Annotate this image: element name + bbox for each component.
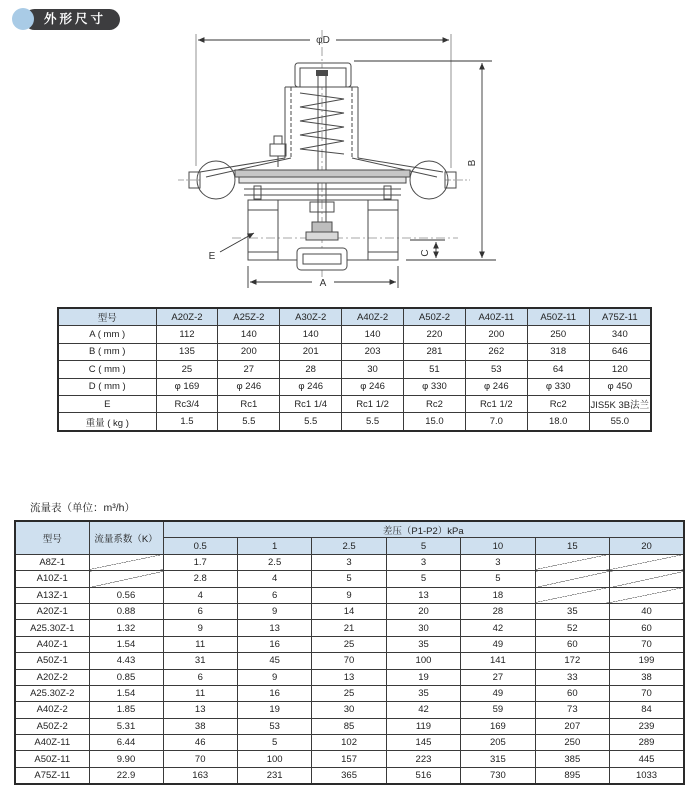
flow-value-cell: 4	[237, 571, 311, 587]
flow-value-cell: 49	[461, 636, 535, 652]
flow-model-cell: A10Z-1	[15, 571, 89, 587]
flow-value-cell: 73	[535, 702, 609, 718]
dim-value-cell: Rc1	[218, 395, 280, 412]
flow-value-cell: 70	[610, 636, 684, 652]
flow-value-cell: 516	[386, 767, 460, 784]
flow-k-cell	[89, 554, 163, 570]
flow-value-cell: 157	[312, 751, 386, 767]
dim-value-cell: 220	[404, 326, 466, 343]
flow-table-row	[15, 620, 684, 636]
flow-value-cell: 11	[163, 636, 237, 652]
section-title: 外形尺寸	[44, 12, 107, 26]
flow-value-cell: 205	[461, 735, 535, 751]
flow-model-cell: A20Z-2	[15, 669, 89, 685]
flow-value-cell: 18	[461, 587, 535, 603]
flow-value-cell: 100	[386, 653, 460, 669]
flow-value-cell: 6	[163, 669, 237, 685]
flow-header-p-2: 2.5	[312, 538, 386, 554]
flow-value-cell: 730	[461, 767, 535, 784]
dim-row-label: A ( mm )	[58, 326, 156, 343]
flow-table-row	[15, 669, 684, 685]
flow-value-cell: 21	[312, 620, 386, 636]
dim-table-row	[58, 378, 651, 395]
flow-value-cell: 60	[610, 620, 684, 636]
flow-value-cell: 3	[312, 554, 386, 570]
flow-model-cell: A25.30Z-1	[15, 620, 89, 636]
dim-header-model-3: A40Z-2	[342, 308, 404, 326]
dim-header-model: 型号	[58, 308, 156, 326]
flow-table-row	[15, 587, 684, 603]
section-title-badge	[24, 9, 120, 30]
dim-value-cell: 340	[589, 326, 651, 343]
dim-value-cell: 281	[404, 343, 466, 360]
dim-header-model-5: A40Z-11	[465, 308, 527, 326]
flow-value-cell: 4	[163, 587, 237, 603]
dim-value-cell: 15.0	[404, 413, 466, 431]
flow-model-cell: A20Z-1	[15, 603, 89, 619]
flow-value-cell: 385	[535, 751, 609, 767]
flow-k-cell	[89, 571, 163, 587]
flow-value-cell: 45	[237, 653, 311, 669]
dim-value-cell: 646	[589, 343, 651, 360]
flow-model-cell: A40Z-11	[15, 735, 89, 751]
flow-table-row	[15, 603, 684, 619]
dim-value-cell: 140	[280, 326, 342, 343]
dim-value-cell: φ 246	[465, 378, 527, 395]
dim-table-row	[58, 326, 651, 343]
dim-header-model-2: A30Z-2	[280, 308, 342, 326]
flow-value-cell: 19	[386, 669, 460, 685]
flow-value-cell: 5	[461, 571, 535, 587]
flow-table-row	[15, 751, 684, 767]
dim-value-cell: JIS5K 3B法兰	[589, 395, 651, 412]
centerline-group	[178, 30, 470, 278]
flow-table-row	[15, 735, 684, 751]
dim-header-model-1: A25Z-2	[218, 308, 280, 326]
flow-value-cell: 31	[163, 653, 237, 669]
flow-value-cell: 6	[237, 587, 311, 603]
flow-value-cell: 895	[535, 767, 609, 784]
dim-value-cell: 262	[465, 343, 527, 360]
dim-value-cell: 200	[465, 326, 527, 343]
flow-k-cell: 4.43	[89, 653, 163, 669]
flow-table-row	[15, 702, 684, 718]
flow-table	[14, 520, 685, 785]
dim-table-row	[58, 395, 651, 412]
dim-value-cell: 5.5	[218, 413, 280, 431]
flow-value-cell: 60	[535, 636, 609, 652]
dim-value-cell: 64	[527, 361, 589, 378]
flow-value-cell: 3	[461, 554, 535, 570]
flow-value-cell: 13	[386, 587, 460, 603]
dim-value-cell: φ 246	[280, 378, 342, 395]
flow-model-cell: A75Z-11	[15, 767, 89, 784]
flow-value-cell: 30	[386, 620, 460, 636]
flow-value-cell: 40	[610, 603, 684, 619]
flow-value-cell: 169	[461, 718, 535, 734]
dim-value-cell: 28	[280, 361, 342, 378]
flow-value-cell: 5	[312, 571, 386, 587]
dim-value-cell: Rc2	[404, 395, 466, 412]
flow-table-row	[15, 571, 684, 587]
dim-value-cell: 30	[342, 361, 404, 378]
flow-table-row	[15, 554, 684, 570]
flow-table-row	[15, 636, 684, 652]
flow-k-cell: 5.31	[89, 718, 163, 734]
flow-k-cell: 22.9	[89, 767, 163, 784]
dim-value-cell: 51	[404, 361, 466, 378]
flow-header-k: 流量系数（K）	[89, 521, 163, 554]
flow-value-cell: 16	[237, 636, 311, 652]
flow-value-cell: 38	[610, 669, 684, 685]
flow-value-cell: 13	[163, 702, 237, 718]
flow-value-cell: 172	[535, 653, 609, 669]
flow-value-cell	[610, 587, 684, 603]
flow-model-cell: A8Z-1	[15, 554, 89, 570]
flow-model-cell: A13Z-1	[15, 587, 89, 603]
flow-value-cell: 70	[163, 751, 237, 767]
dim-label-e: E	[208, 251, 216, 262]
flow-value-cell: 13	[237, 620, 311, 636]
flow-header-p-6: 20	[610, 538, 684, 554]
flow-model-cell: A50Z-2	[15, 718, 89, 734]
flow-value-cell: 9	[237, 669, 311, 685]
flow-value-cell: 2.5	[237, 554, 311, 570]
dim-value-cell: 18.0	[527, 413, 589, 431]
flow-value-cell: 42	[386, 702, 460, 718]
flow-value-cell: 35	[386, 685, 460, 701]
flow-value-cell: 250	[535, 735, 609, 751]
dim-row-label: B ( mm )	[58, 343, 156, 360]
dim-value-cell: 53	[465, 361, 527, 378]
dim-table-row	[58, 343, 651, 360]
flow-value-cell: 70	[610, 685, 684, 701]
flow-k-cell: 0.56	[89, 587, 163, 603]
flow-header-p-4: 10	[461, 538, 535, 554]
flow-value-cell	[535, 587, 609, 603]
flow-value-cell: 19	[237, 702, 311, 718]
flow-table-row	[15, 767, 684, 784]
flow-model-cell: A25.30Z-2	[15, 685, 89, 701]
dim-header-model-7: A75Z-11	[589, 308, 651, 326]
flow-value-cell: 145	[386, 735, 460, 751]
flow-value-cell: 3	[386, 554, 460, 570]
flow-value-cell: 5	[386, 571, 460, 587]
dim-value-cell: 5.5	[280, 413, 342, 431]
dim-value-cell: 250	[527, 326, 589, 343]
flow-value-cell: 35	[386, 636, 460, 652]
flow-k-cell: 1.32	[89, 620, 163, 636]
flow-value-cell: 14	[312, 603, 386, 619]
dim-value-cell: 55.0	[589, 413, 651, 431]
flow-value-cell: 49	[461, 685, 535, 701]
flow-table-row	[15, 718, 684, 734]
flow-value-cell: 119	[386, 718, 460, 734]
flow-header-dp: 差压（P1-P2）kPa	[163, 521, 684, 538]
dim-value-cell: φ 330	[527, 378, 589, 395]
flow-value-cell: 59	[461, 702, 535, 718]
flow-k-cell: 1.54	[89, 685, 163, 701]
dim-value-cell: φ 246	[342, 378, 404, 395]
flow-value-cell: 60	[535, 685, 609, 701]
dim-value-cell: 135	[156, 343, 218, 360]
dim-row-label: C ( mm )	[58, 361, 156, 378]
dim-label-diameter: φD	[316, 35, 330, 46]
flow-value-cell: 16	[237, 685, 311, 701]
flow-value-cell: 2.8	[163, 571, 237, 587]
flow-k-cell: 0.88	[89, 603, 163, 619]
flow-value-cell: 84	[610, 702, 684, 718]
flow-value-cell: 20	[386, 603, 460, 619]
flow-header-model: 型号	[15, 521, 89, 554]
flow-header-p-3: 5	[386, 538, 460, 554]
flow-value-cell: 199	[610, 653, 684, 669]
flow-value-cell: 42	[461, 620, 535, 636]
flow-value-cell: 9	[312, 587, 386, 603]
flow-k-cell: 0.85	[89, 669, 163, 685]
valve-outline-drawing	[140, 26, 660, 302]
dim-value-cell: Rc1 1/2	[465, 395, 527, 412]
flow-model-cell: A40Z-2	[15, 702, 89, 718]
dim-value-cell: 7.0	[465, 413, 527, 431]
flow-value-cell	[535, 571, 609, 587]
flow-model-cell: A50Z-1	[15, 653, 89, 669]
dim-table-header-row	[58, 308, 651, 326]
flow-k-cell: 6.44	[89, 735, 163, 751]
dim-label-b: B	[467, 159, 478, 167]
flow-value-cell: 5	[237, 735, 311, 751]
regulator-body-drawing	[189, 63, 456, 270]
flow-value-cell: 223	[386, 751, 460, 767]
flow-value-cell: 1.7	[163, 554, 237, 570]
flow-value-cell	[610, 571, 684, 587]
dim-value-cell: φ 169	[156, 378, 218, 395]
flow-value-cell: 239	[610, 718, 684, 734]
flow-value-cell: 85	[312, 718, 386, 734]
flow-value-cell: 1033	[610, 767, 684, 784]
flow-value-cell: 207	[535, 718, 609, 734]
flow-header-p-0: 0.5	[163, 538, 237, 554]
dim-value-cell: φ 450	[589, 378, 651, 395]
dim-value-cell: 25	[156, 361, 218, 378]
flow-value-cell: 231	[237, 767, 311, 784]
flow-value-cell	[610, 554, 684, 570]
flow-value-cell: 445	[610, 751, 684, 767]
dim-value-cell: Rc3/4	[156, 395, 218, 412]
flow-value-cell: 11	[163, 685, 237, 701]
flow-table-header-row-1	[15, 521, 684, 538]
dim-value-cell: 318	[527, 343, 589, 360]
dim-table-row	[58, 361, 651, 378]
dim-header-model-0: A20Z-2	[156, 308, 218, 326]
dim-value-cell: φ 330	[404, 378, 466, 395]
flow-value-cell: 9	[163, 620, 237, 636]
flow-value-cell: 30	[312, 702, 386, 718]
flow-table-title: 流量表（单位：m³/h）	[30, 502, 135, 514]
flow-value-cell: 46	[163, 735, 237, 751]
dim-value-cell: 27	[218, 361, 280, 378]
flow-value-cell: 28	[461, 603, 535, 619]
dim-label-c: C	[420, 249, 431, 257]
dim-value-cell: 120	[589, 361, 651, 378]
dim-value-cell: Rc2	[527, 395, 589, 412]
dim-value-cell: 140	[342, 326, 404, 343]
flow-value-cell: 13	[312, 669, 386, 685]
dim-value-cell: 5.5	[342, 413, 404, 431]
flow-value-cell: 70	[312, 653, 386, 669]
flow-value-cell: 53	[237, 718, 311, 734]
dim-value-cell: 201	[280, 343, 342, 360]
flow-value-cell: 52	[535, 620, 609, 636]
flow-value-cell: 289	[610, 735, 684, 751]
dim-row-label: E	[58, 395, 156, 412]
flow-k-cell: 9.90	[89, 751, 163, 767]
dim-value-cell: Rc1 1/4	[280, 395, 342, 412]
flow-model-cell: A50Z-11	[15, 751, 89, 767]
flow-value-cell: 100	[237, 751, 311, 767]
dim-header-model-6: A50Z-11	[527, 308, 589, 326]
flow-value-cell: 35	[535, 603, 609, 619]
flow-value-cell: 33	[535, 669, 609, 685]
dim-row-label: 重量 ( kg )	[58, 413, 156, 431]
flow-k-cell: 1.85	[89, 702, 163, 718]
dim-value-cell: φ 246	[218, 378, 280, 395]
dim-value-cell: 203	[342, 343, 404, 360]
dim-value-cell: Rc1 1/2	[342, 395, 404, 412]
flow-value-cell: 9	[237, 603, 311, 619]
flow-value-cell: 365	[312, 767, 386, 784]
dim-value-cell: 1.5	[156, 413, 218, 431]
dim-table-row	[58, 413, 651, 431]
flow-header-p-5: 15	[535, 538, 609, 554]
dim-row-label: D ( mm )	[58, 378, 156, 395]
flow-value-cell: 102	[312, 735, 386, 751]
flow-model-cell: A40Z-1	[15, 636, 89, 652]
dim-header-model-4: A50Z-2	[404, 308, 466, 326]
flow-value-cell: 141	[461, 653, 535, 669]
flow-value-cell: 315	[461, 751, 535, 767]
dim-value-cell: 112	[156, 326, 218, 343]
flow-value-cell: 27	[461, 669, 535, 685]
flow-value-cell: 38	[163, 718, 237, 734]
flow-value-cell	[535, 554, 609, 570]
flow-table-row	[15, 653, 684, 669]
flow-table-row	[15, 685, 684, 701]
flow-header-p-1: 1	[237, 538, 311, 554]
flow-value-cell: 25	[312, 636, 386, 652]
dim-value-cell: 140	[218, 326, 280, 343]
flow-value-cell: 163	[163, 767, 237, 784]
flow-value-cell: 6	[163, 603, 237, 619]
flow-k-cell: 1.54	[89, 636, 163, 652]
dimension-table	[57, 307, 652, 432]
flow-value-cell: 25	[312, 685, 386, 701]
section-bullet-icon	[12, 8, 34, 30]
dim-value-cell: 200	[218, 343, 280, 360]
dim-label-a: A	[319, 278, 327, 289]
